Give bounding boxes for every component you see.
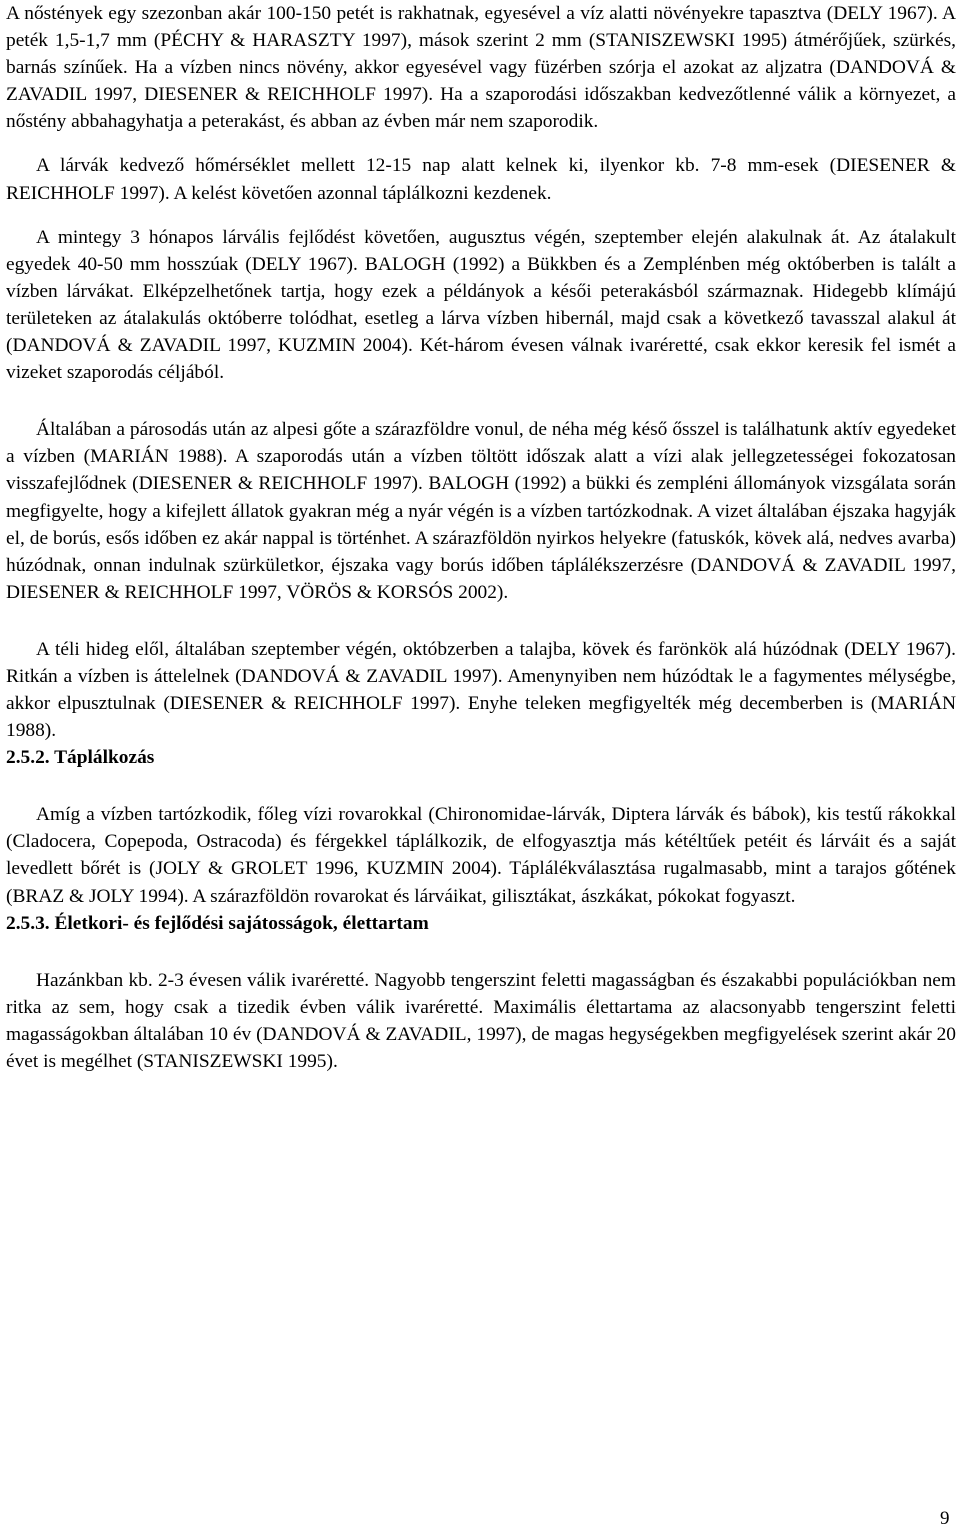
page-number: 9 xyxy=(940,1508,950,1529)
section-heading-feeding: 2.5.2. Táplálkozás xyxy=(6,747,155,769)
paragraph-terrestrial-phase: Általában a párosodás után az alpesi gőte a szárazföldre vonul, de néha még késő ősszel is találhatunk aktív egyedeket a vízben (MARIÁN 1988). A szaporodás után a vízben töltött időszak alatt a vízi alak jellegzetességei fokozatosan visszafejlődnek (DIESENER & REICHHOLF 1997). BALOGH (1992) a bükki és zempléni állományok vizsgálata során megfigyelte, hogy a kifejlett állatok gyakran még a nyár végén is a vízben tartózkodnak. A vizet általában éjszaka hagyják el, de borús, esős időben ez akár nappal is történhet. A szárazföldön nyirkos helyekre (fatuskók, kövek alá, nedves avarba) húzódnak, onnan indulnak szürkületkor, éjszaka vagy borús időben táplálékszerzésre (DANDOVÁ & ZAVADIL 1997, DIESENER & REICHHOLF 1997, VÖRÖS & KORSÓS 2002). xyxy=(6,419,956,603)
paragraph-larvae-hatching: A lárvák kedvező hőmérséklet mellett 12-15 nap alatt kelnek ki, ilyenkor kb. 7-8 mm-esek (DIESENER & REICHHOLF 1997). A kelést követően azonnal táplálkozni kezdenek. xyxy=(6,155,956,204)
paragraph-larval-development: A mintegy 3 hónapos lárvális fejlődést követően, augusztus végén, szeptember elején alakulnak át. Az átalakult egyedek 40-50 mm hosszúak (DELY 1967). BALOGH (1992) a Bükkben és a Zemplénben még októberben is talált a vízben lárvákat. Elképzelhetőnek tartja, hogy ezek a példányok a késői peterakásból származnak. Hidegebb klímájú területeken az átalakulás októberre tolódhat, esetleg a lárva vízben hibernál, majd csak a következő tavasszal alakul át (DANDOVÁ & ZAVADIL 1997, KUZMIN 2004). Két-három évesen válnak ivaréretté, csak ekkor keresik fel ismét a vizeket szaporodás céljából. xyxy=(6,226,956,384)
document-page xyxy=(6,0,956,1075)
paragraph-feeding: Amíg a vízben tartózkodik, főleg vízi rovarokkal (Chironomidae-lárvák, Diptera lárvák és bábok), kis testű rákokkal (Cladocera, Copepoda, Ostracoda) és férgekkel táplálkozik, de elfogyasztja más kétéltűek petéit és lárváit és a saját levedlett bőrét is (JOLY & GROLET 1996, KUZMIN 2004). Táplálékválasztása rugalmasabb, mint a tarajos gőtének (BRAZ & JOLY 1994). A szárazföldön rovarokat és lárváikat, gilisztákat, ászkákat, pókokat fogyaszt. xyxy=(6,804,956,907)
paragraph-hibernation: A téli hideg elől, általában szeptember végén, októbzerben a talajba, kövek és farönkök alá húzódnak (DELY 1967). Ritkán a vízben is áttelelnek (DANDOVÁ & ZAVADIL 1997). Amenynyiben nem húzódtak le a fagymentes mélységbe, akkor elpusztulnak (DIESENER & REICHHOLF 1997). Enyhe teleken megfigyelték még decemberben is (MARIÁN 1988). xyxy=(6,638,956,742)
section-heading-age-development: 2.5.3. Életkori- és fejlődési sajátosságok, élettartam xyxy=(6,912,429,934)
paragraph-lifespan: Hazánkban kb. 2-3 évesen válik ivaréretté. Nagyobb tengerszint feletti magasságban és északabbi populációkban nem ritka az sem, hogy csak a tizedik évben válik ivaréretté. Maximális élettartama az alacsonyabb tengerszint feletti magasságokban általában 10 év (DANDOVÁ & ZAVADIL, 1997), de magas hegységekben megfigyelések szerint akár 20 évet is megélhet (STANISZEWSKI 1995). xyxy=(6,969,956,1072)
paragraph-egg-laying: A nőstények egy szezonban akár 100-150 petét is rakhatnak, egyesével a víz alatti növényekre tapasztva (DELY 1967). A peték 1,5-1,7 mm (PÉCHY & HARASZTY 1997), mások szerint 2 mm (STANISZEWSKI 1995) átmérőjűek, szürkés, barnás színűek. Ha a vízben nincs növény, akkor egyesével vagy füzérben szórja el azokat az aljzatra (DANDOVÁ & ZAVADIL 1997, DIESENER & REICHHOLF 1997). Ha a szaporodási időszakban kedvezőtlenné válik a környezet, a nőstény abbahagyhatja a peterakást, és abban az évben már nem szaporodik. xyxy=(6,3,956,133)
